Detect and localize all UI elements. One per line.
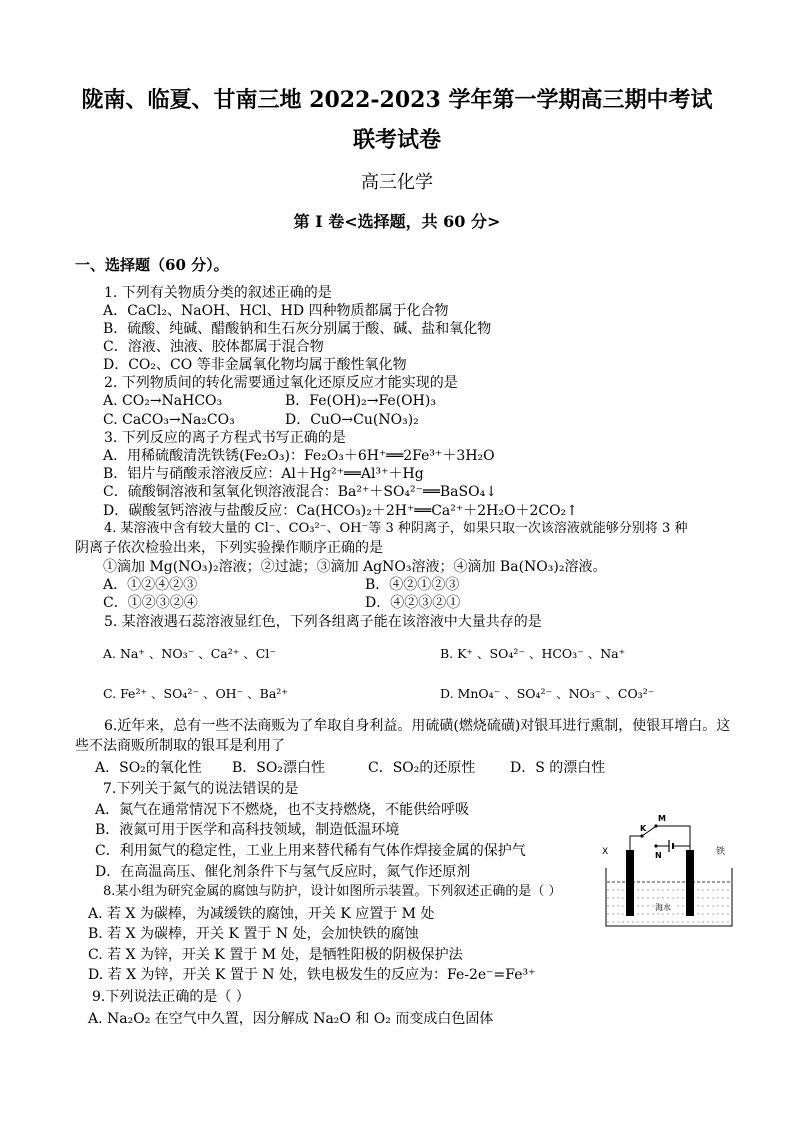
q2-option-c: C. CaCO₃→Na₂CO₃ (103, 412, 235, 428)
q9-stem: 9.下列说法正确的是（ ） (92, 989, 250, 1005)
wire-left (630, 836, 642, 850)
q1-option-a: A．CaCl₂、NaOH、HCl、HD 四种物质都属于化合物 (103, 303, 449, 319)
q3-option-d: D．碳酸氢钙溶液与盐酸反应：Ca(HCO₃)₂＋2H⁺══Ca²⁺＋2H₂O＋2CO₂↑ (103, 503, 578, 519)
q4-option-c: C．①②③②④ (103, 595, 198, 611)
q9-option-a: A. Na₂O₂ 在空气中久置，因分解成 Na₂O 和 O₂ 而变成白色固体 (88, 1011, 494, 1027)
q1-option-c: C．溶液、浊液、胶体都属于混合物 (103, 339, 324, 355)
q4-stem-line1: 4. 某溶液中含有较大量的 Cl⁻、CO₃²⁻、OH⁻等 3 种阴离子，如果只取一次该溶液就能够分别将 3 种 (104, 521, 688, 536)
beaker (606, 868, 732, 926)
corrosion-apparatus-figure (600, 810, 736, 930)
label-n: N (655, 851, 662, 860)
q7-stem: 7.下列关于氮气的说法错误的是 (103, 781, 299, 797)
q7-option-b: B．液氮可用于医学和高科技领域，制造低温环境 (95, 822, 400, 838)
q4-steps: ①滴加 Mg(NO₃)₂溶液；②过滤；③滴加 AgNO₃溶液；④滴加 Ba(NO₃)₂溶液。 (103, 559, 607, 575)
part-title: 第 I 卷<选择题，共 60 分> (293, 212, 501, 231)
q6-stem-line1: 6.近年来，总有一些不法商贩为了牟取自身利益。用硫磺(燃烧硫磺)对银耳进行熏制，使银耳增白。这 (104, 718, 731, 734)
q8-option-c: C. 若 X 为锌，开关 K 置于 M 处，是牺牲阳极的阴极保护法 (88, 947, 463, 963)
label-m: M (658, 814, 666, 823)
q8-option-d: D. 若 X 为锌，开关 K 置于 N 处，铁电极发生的反应为：Fe-2e⁻=Fe³⁺ (88, 967, 536, 983)
q4-stem-line2: 阴离子依次检验出来，下列实验操作顺序正确的是 (75, 540, 383, 556)
q3-option-c: C．硫酸铜溶液和氢氧化钡溶液混合：Ba²⁺＋SO₄²⁻══BaSO₄↓ (103, 484, 497, 500)
q6-option-c: C．SO₂的还原性 (368, 760, 476, 776)
electrode-x (626, 850, 634, 916)
q3-stem: 3. 下列反应的离子方程式书写正确的是 (104, 430, 346, 446)
q5-option-b: B. K⁺ 、SO₄²⁻ 、HCO₃⁻ 、Na⁺ (440, 646, 626, 661)
q5-option-d: D. MnO₄⁻ 、SO₄²⁻ 、NO₃⁻ 、CO₃²⁻ (440, 686, 655, 701)
q6-option-d: D．S 的漂白性 (510, 760, 606, 776)
q1-stem: 1. 下列有关物质分类的叙述正确的是 (104, 285, 332, 301)
q4-option-a: A．①②④②③ (103, 577, 198, 593)
q7-option-c: C．利用氮气的稳定性，工业上用来替代稀有气体作焊接金属的保护气 (95, 843, 526, 859)
section-heading: 一、选择题（60 分）。 (75, 256, 229, 274)
q2-option-b: B．Fe(OH)₂→Fe(OH)₃ (285, 393, 436, 409)
exam-title: 陇南、临夏、甘南三地 2022-2023 学年第一学期高三期中考试 (81, 87, 713, 113)
q1-option-b: B．硫酸、纯碱、醋酸钠和生石灰分别属于酸、碱、盐和氧化物 (103, 321, 492, 337)
q2-option-a: A. CO₂→NaHCO₃ (103, 393, 223, 409)
q2-stem: 2. 下列物质间的转化需要通过氧化还原反应才能实现的是 (104, 375, 458, 391)
label-k: K (640, 824, 647, 833)
q8-option-b: B. 若 X 为碳棒，开关 K 置于 N 处，会加快铁的腐蚀 (88, 926, 419, 942)
q6-option-a: A．SO₂的氧化性 (95, 760, 202, 776)
q6-option-b: B．SO₂漂白性 (232, 760, 325, 776)
q4-option-b: B．④②①②③ (365, 577, 460, 593)
q5-option-a: A. Na⁺ 、NO₃⁻ 、Ca²⁺ 、Cl⁻ (103, 646, 276, 661)
q5-stem: 5. 某溶液遇石蕊溶液显红色，下列各组离子能在该溶液中大量共存的是 (104, 614, 542, 630)
label-seawater: 海水 (655, 903, 671, 912)
q3-option-a: A．用稀硫酸清洗铁锈(Fe₂O₃)：Fe₂O₃＋6H⁺══2Fe³⁺＋3H₂O (103, 448, 495, 464)
q4-option-d: D．④②③②① (365, 595, 461, 611)
label-x: X (602, 847, 609, 857)
q5-option-c: C. Fe²⁺ 、SO₄²⁻ 、OH⁻ 、Ba²⁺ (103, 686, 288, 701)
q7-option-a: A．氮气在通常情况下不燃烧，也不支持燃烧，不能供给呼吸 (95, 802, 470, 818)
q8-option-a: A. 若 X 为碳棒，为减缓铁的腐蚀，开关 K 应置于 M 处 (88, 906, 435, 922)
exam-title-line2: 联考试卷 (352, 127, 441, 153)
label-iron: 铁 (716, 847, 726, 857)
q3-option-b: B．铝片与硝酸汞溶液反应：Al＋Hg²⁺══Al³⁺＋Hg (103, 466, 424, 482)
q6-stem-line2: 些不法商贩所制取的银耳是利用了 (75, 738, 285, 754)
q2-option-d: D．CuO→Cu(NO₃)₂ (285, 412, 419, 428)
q1-option-d: D．CO₂、CO 等非金属氧化物均属于酸性氧化物 (103, 357, 407, 373)
q8-stem: 8.某小组为研究金属的腐蚀与防护，设计如图所示装置。下列叙述正确的是（ ） (103, 884, 562, 899)
subject-title: 高三化学 (361, 172, 433, 193)
q7-option-d: D．在高温高压、催化剂条件下与氢气反应时，氮气作还原剂 (95, 864, 471, 880)
electrode-iron (686, 850, 694, 916)
